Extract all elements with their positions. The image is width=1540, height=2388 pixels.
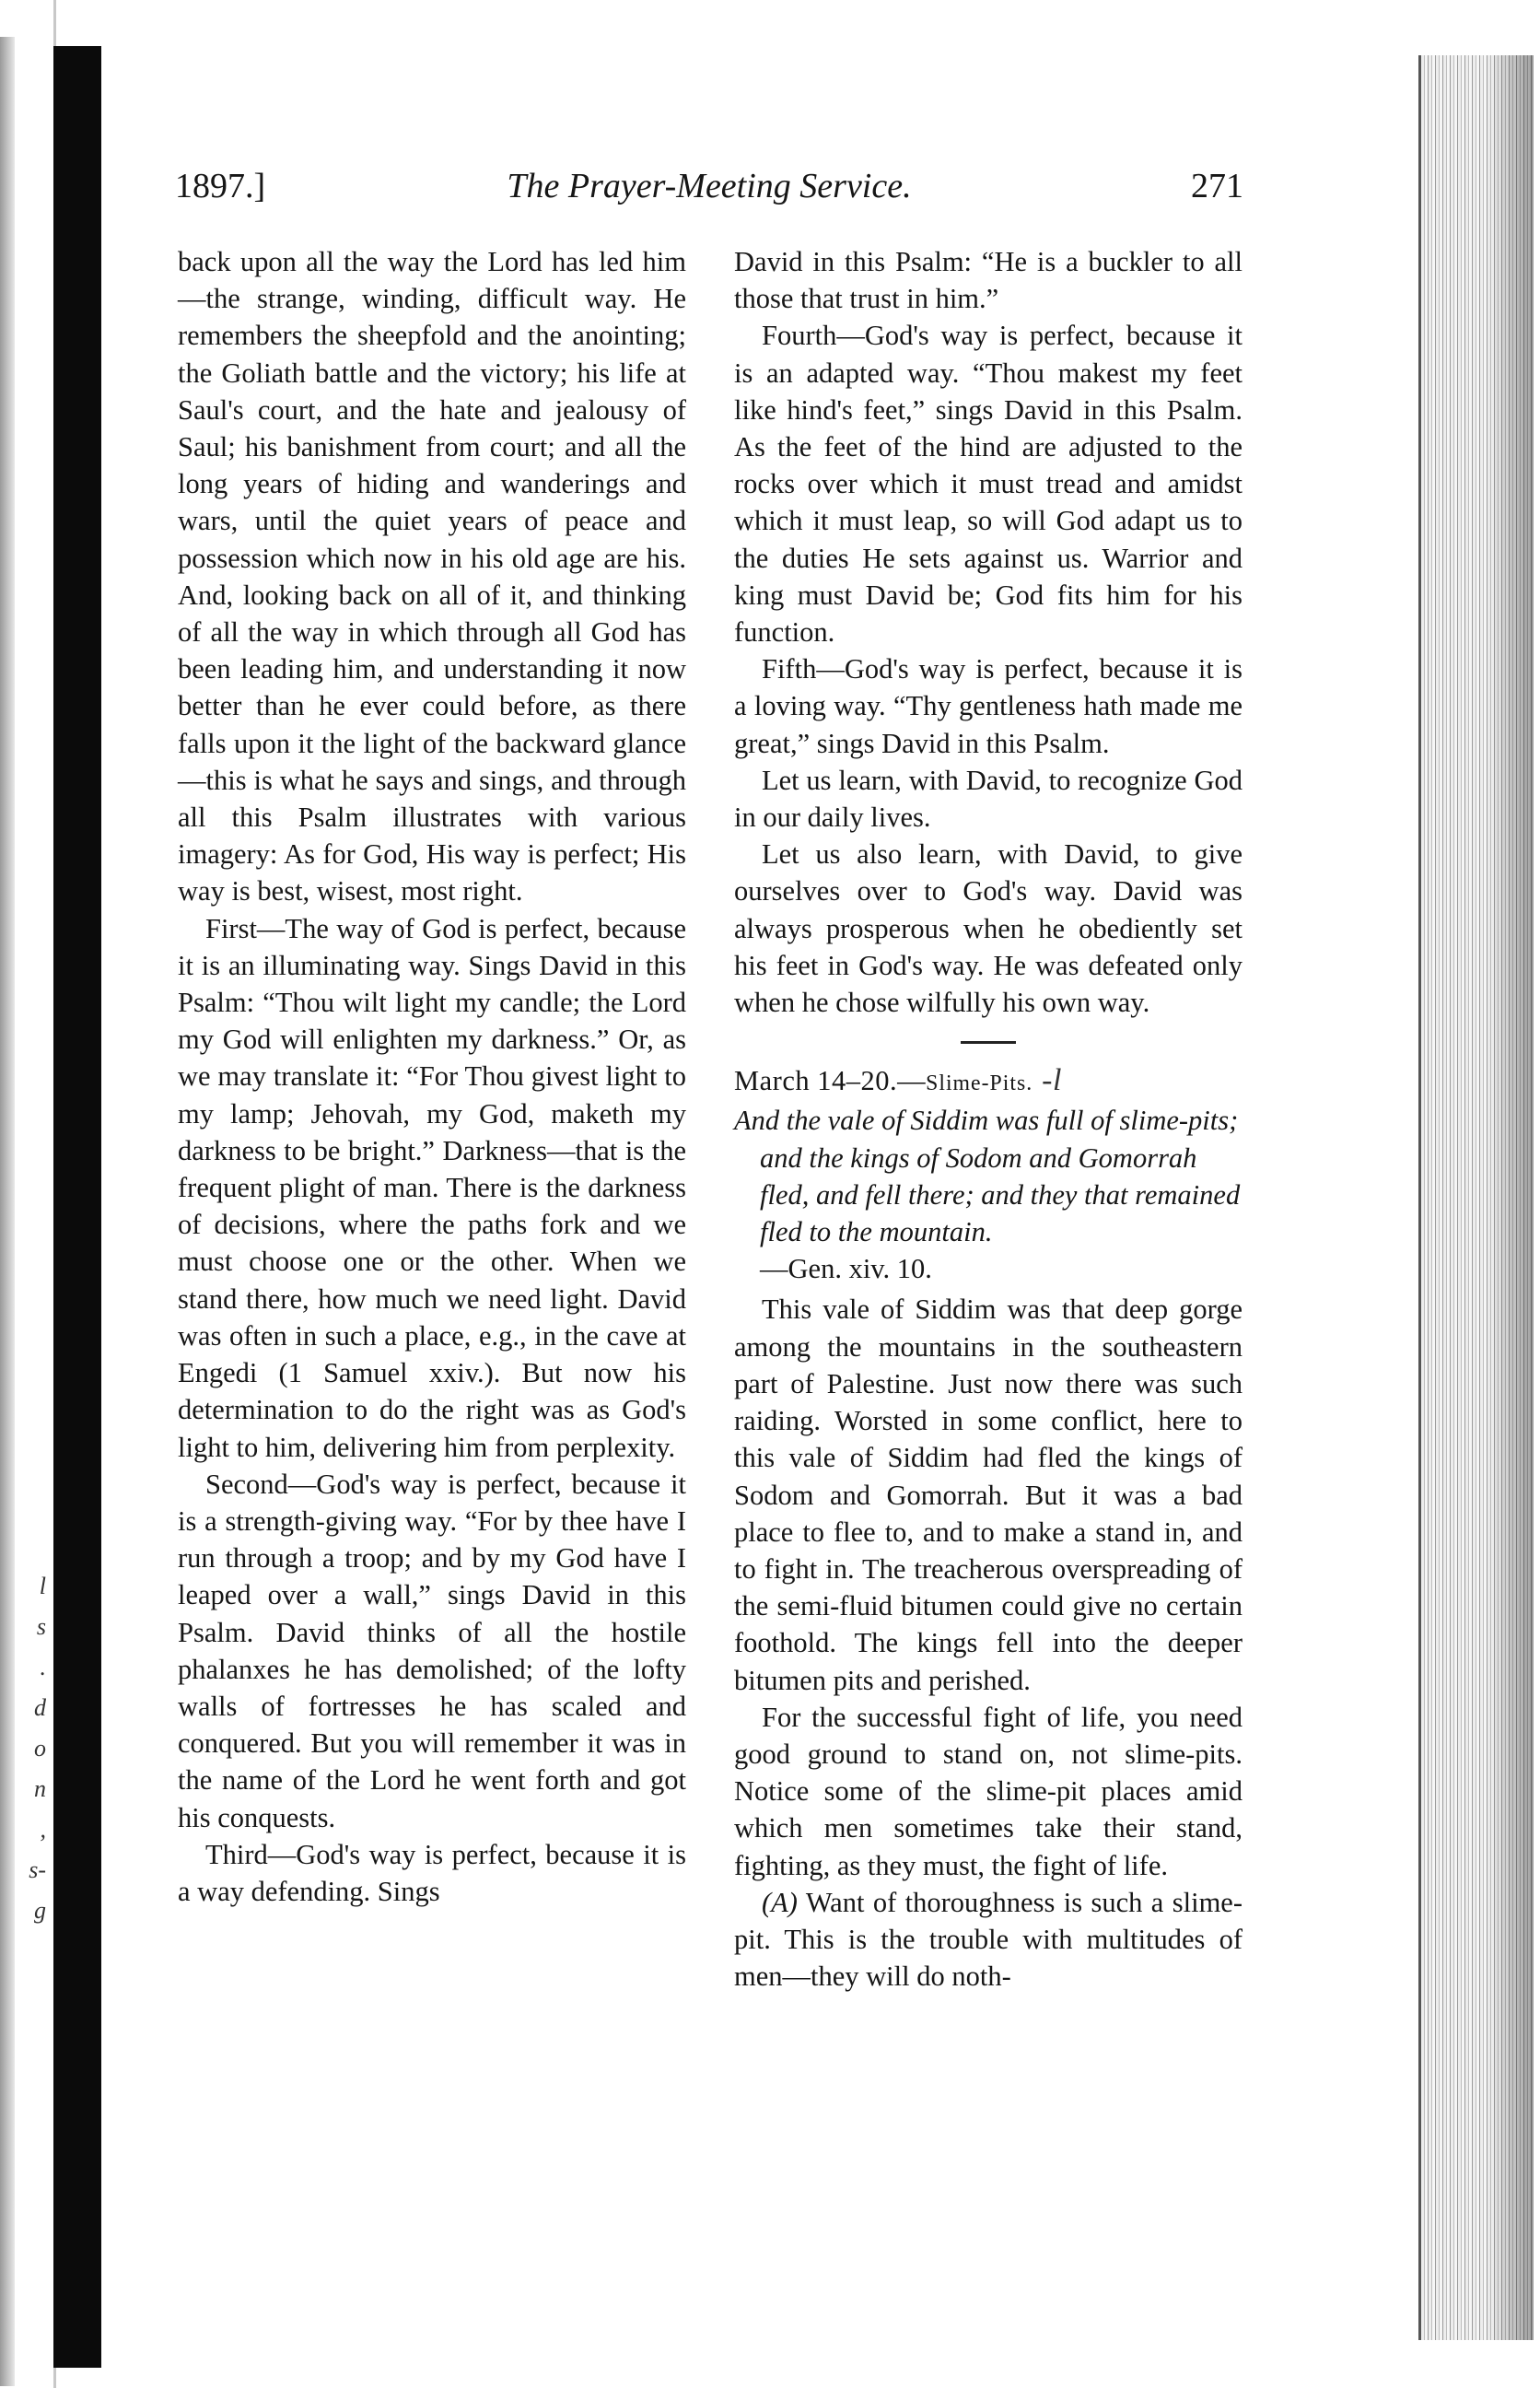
paragraph: Fifth—God's way is perfect, because it is a loving way. “Thy gentleness hath made me great,” sings David in this Psalm.	[734, 653, 1242, 759]
gutter-fragment: d	[34, 1694, 46, 1721]
paragraph: Let us also learn, with David, to give ourselves over to God's way. David was always prosperous when he obediently set his feet in God's way. He was defeated only when he chose wilfully his own way.	[734, 838, 1242, 1019]
gutter-fragment: n	[34, 1775, 46, 1802]
paragraph-marker: (A)	[762, 1886, 798, 1918]
paragraph: Let us learn, with David, to recognize God in our daily lives.	[734, 764, 1242, 834]
scripture-epigraph: And the vale of Siddim was full of slime-pits; and the kings of Sodom and Gomorrah fled, and fell there; and they that remained fled to the mountain.	[734, 1105, 1241, 1248]
header-year: 1897.]	[175, 167, 266, 205]
paragraph: For the successful fight of life, you need good ground to stand on, not slime-pits. Notice some of the slime-pit places amid which men sometimes take their stand, fighting, as they must, the fight of life.	[734, 1701, 1242, 1881]
paragraph: Third—God's way is perfect, because it is a way defending. Sings	[178, 1838, 686, 1907]
page-stack-shadow	[1488, 55, 1534, 2340]
running-title: The Prayer-Meeting Service.	[507, 167, 912, 205]
scripture-citation: —Gen. xiv. 10.	[760, 1253, 932, 1285]
paragraph: back upon all the way the Lord has led him—the strange, winding, difficult way. He remembers the sheepfold and the anointing; the Goliath battle and the victory; his life at Saul's court, and the hate and jealousy of Saul; his banishment from court; and all the long years of hiding and wanderings and wars, until the quiet years of peace and possession which now in his old age are his. And, looking back on all of it, and thinking of all the way in which through all God has been leading him, and understanding it now better than he ever could before, as there falls upon it the light of the backward glance—this is what he says and sings, and through all this Psalm illustrates with various imagery: As for God, His way is perfect; His way is best, wisest, most right.	[178, 246, 686, 907]
right-column	[734, 243, 1242, 1995]
paragraph: Fourth—God's way is perfect, because it is an adapted way. “Thou makest my feet like hind's feet,” sings David in this Psalm. As the feet of the hind are adjusted to the rocks over which it must tread and amidst which it must leap, so will God adapt us to the duties He sets against us. Warrior and king must David be; God fits him for his function.	[734, 320, 1242, 649]
paragraph: This vale of Siddim was that deep gorge among the mountains in the southeastern part of Palestine. Just now there was such raiding. Worsted in some conflict, here to this vale of Siddim had fled the kings of Sodom and Gomorrah. But it was a bad place to flee to, and to make a stand in, and to fight in. The treacherous overspreading of the semi-fluid bitumen could give no certain foothold. The kings fell into the deeper bitumen pits and perished.	[734, 1294, 1242, 1696]
gutter-fragment: .	[40, 1654, 46, 1680]
book-page-stack-edge	[1418, 55, 1534, 2340]
gutter-fragment: s-	[29, 1856, 46, 1883]
gutter-fragment: s	[36, 1613, 46, 1640]
facing-page-text-fragments	[0, 1566, 53, 1931]
gutter-fragment: g	[34, 1897, 46, 1924]
paragraph: Second—God's way is perfect, because it is a strength-giving way. “For by thee have I run through a troop; and by my God have I leaped over a wall,” sings David in this Psalm. David thinks of all the hostile phalanxes he has demolished; of the lofty walls of fortresses he has scaled and conquered. But you will remember it was in the name of the Lord he went forth and got his conquests.	[178, 1468, 686, 1833]
paragraph: David in this Psalm: “He is a buckler to all those that trust in him.”	[734, 246, 1242, 315]
paragraph-text: Want of thoroughness is such a slime-pit. This is the trouble with multitudes of men—they will do noth-	[734, 1886, 1242, 1993]
section-heading-title: Slime-Pits.	[926, 1071, 1033, 1096]
paragraph	[734, 1884, 1242, 1996]
gutter-fragment: ,	[40, 1816, 46, 1843]
section-divider-rule	[961, 1041, 1016, 1044]
section-heading	[734, 1062, 1242, 1102]
gutter-fragment: l	[39, 1573, 46, 1599]
scan-margin-shadow	[0, 37, 15, 2386]
gutter-fragment: o	[34, 1735, 46, 1762]
page-number: 271	[1191, 167, 1243, 205]
running-header	[175, 166, 1243, 216]
section-heading-date: March 14–20.—	[734, 1065, 927, 1097]
paragraph: First—The way of God is perfect, because it is an illuminating way. Sings David in this Psalm: “Thou wilt light my candle; the Lord my God will enlighten my darkness.” Or, as we may translate it: “For Thou givest light to my lamp; Jehovah, my God, maketh my darkness to be bright.” Darkness—that is the frequent plight of man. There is the darkness of decisions, where the paths fork and we must choose one or the other. When we stand there, how much we need light. David was often in such a place, e.g., in the cave at Engedi (1 Samuel xxiv.). But now his determination to do the right was as God's light to him, delivering him from perplexity.	[178, 912, 686, 1463]
facing-page-edge	[0, 0, 56, 2388]
book-binding-gutter	[53, 46, 101, 2368]
handwritten-margin-mark: -l	[1042, 1063, 1062, 1098]
left-column	[178, 243, 686, 1910]
